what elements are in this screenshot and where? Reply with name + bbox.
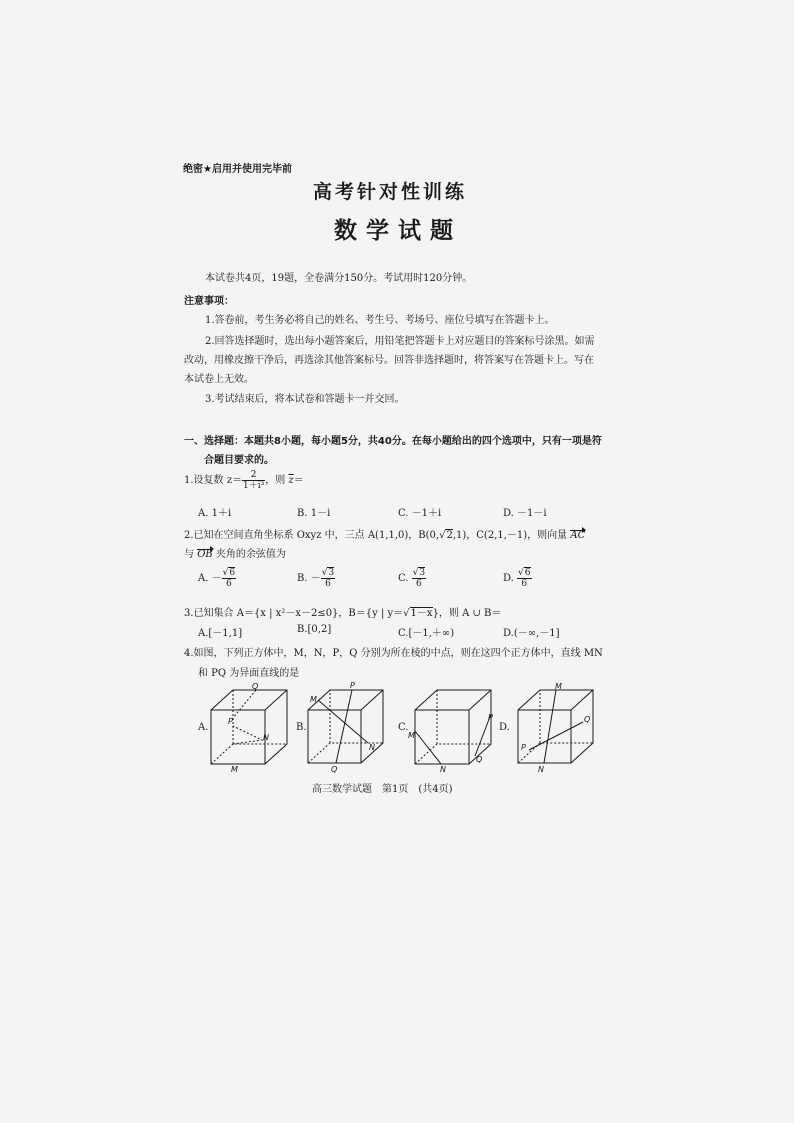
q1-frac-den: 1＋i³ [243,481,265,491]
q2-line1-mid: ,1)，C(2,1,－1)，则向量 [452,530,571,541]
q3-option-a: A.[－1,1] [198,628,243,639]
cube-d-q-label: Q [584,715,591,724]
q2-opt-d-den: 6 [521,579,528,589]
page-footer: 高三数学试题 第1页 (共4页) [312,784,453,795]
cube-a [211,690,287,764]
q1-option-b: B. 1－i [297,508,331,519]
notice-heading: 注意事项： [184,296,234,307]
q2-option-b [297,568,335,589]
section-heading-line2: 合题目要求的。 [204,455,274,466]
cube-d-p-label: P [521,743,526,752]
q3-option-d: D.(－∞,－1] [503,628,560,639]
cube-figures [0,680,794,780]
q2-option-a [198,568,236,589]
q3-option-c: C.[－1,＋∞) [398,628,455,639]
q2-opt-c-den: 6 [416,579,422,589]
q2-sqrt2: 2 [446,530,453,541]
q2-opt-a-num: √6 [222,568,236,578]
q2-opt-b-label: B. － [297,573,321,584]
q2-vector-ob: OB [197,549,213,560]
q2-opt-a-frac [222,568,236,589]
q1-suffix-a: ，则 [265,475,289,486]
cube-c-n-label: N [440,765,446,774]
q2-line1-prefix: 2.已知在空间直角坐标系 Oxyz 中，三点 A(1,1,0)，B(0, [184,530,440,541]
q2-opt-b-frac [321,568,335,589]
q1-frac-num: 2 [242,470,265,481]
cube-d-n-label: N [538,765,544,774]
question-3 [184,604,501,619]
notice-item-3: 3.考试结束后，将本试卷和答题卡一并交回。 [205,394,405,405]
q1-fraction [242,470,265,491]
cube-a-m-label: M [231,765,238,774]
notice-item-1: 1.答卷前，考生务必将自己的姓名、考生号、考场号、座位号填写在答题卡上。 [205,315,555,326]
q2-opt-c-frac [412,568,426,589]
cube-label-a: A. [198,722,209,733]
notice-item-2c: 本试卷上无效。 [184,374,254,385]
question-2-line2 [184,545,286,560]
q2-opt-b-rad: 3 [328,568,335,578]
cube-c-m-label: M [408,731,415,740]
q2-opt-b-den: 6 [325,579,331,589]
q1-suffix-b: ＝ [293,475,304,486]
q2-opt-c-num: √3 [412,568,426,578]
secret-label: 绝密★启用并使用完毕前 [183,164,292,175]
cube-b-q-label: Q [331,765,338,774]
q3-suffix: }，则 A ∪ B＝ [432,608,502,619]
q2-opt-a-rad: 6 [229,568,236,578]
q2-vector-ac: AC [570,530,586,541]
section-heading-line1: 一、选择题：本题共8小题，每小题5分，共40分。在每小题给出的四个选项中，只有一项是符 [184,436,602,447]
cube-b [308,690,383,763]
q2-opt-d-frac [517,568,531,589]
q2-option-d [503,568,532,589]
exam-intro: 本试卷共4页，19题，全卷满分150分。考试用时120分钟。 [205,273,473,284]
q2-opt-a-label: A. － [198,573,222,584]
cube-d [518,690,593,763]
q2-line2-suffix: 夹角的余弦值为 [212,549,286,560]
q3-sqrt-symbol: √ [403,608,410,619]
q2-opt-a-den: 6 [225,579,232,589]
subject-title: 数学试题 [334,218,462,244]
cube-a-p-label: P [228,717,233,726]
q2-sqrt-symbol: √ [439,530,446,541]
q2-line2-prefix: 与 [184,549,198,560]
q3-sqrt-expr: 1－x [410,608,433,619]
q2-opt-c-rad: 3 [419,568,426,578]
notice-item-2a: 2.回答选择题时，选出每小题答案后，用铅笔把答题卡上对应题目的答案标号涂黑。如需 [205,336,595,347]
question-4-line2: 和 PQ 为异面直线的是 [198,668,300,679]
cube-c-p-label: P [488,713,493,722]
q1-prefix: 1.设复数 z＝ [184,475,242,486]
cube-b-p-label: P [350,681,355,690]
cube-d-m-label: M [555,682,562,691]
cube-label-c: C. [398,722,409,733]
cube-b-m-label: M [310,695,317,704]
cube-b-n-label: N [369,743,375,752]
notice-item-2b: 改动，用橡皮擦干净后，再选涂其他答案标号。回答非选择题时，将答案写在答题卡上。写在 [184,355,594,366]
q3-prefix: 3.已知集合 A＝{x | x²－x－2≤0}，B＝{y | y＝ [184,608,404,619]
q1-zbar: $\overline{z}$ [288,475,294,486]
cube-a-q-label: Q [252,682,259,691]
q2-opt-d-label: D. [503,573,518,584]
q2-opt-d-num: √6 [518,568,531,578]
q2-opt-b-num: √3 [321,568,335,578]
cube-c [415,690,491,764]
exam-title: 高考针对性训练 [313,181,468,203]
question-2-line1 [184,526,585,541]
q3-option-b: B.[0,2] [297,624,332,635]
question-4-line1: 4.如图，下列正方体中，M，N，P，Q 分别为所在棱的中点，则在这四个正方体中，直线 MN [184,648,603,659]
question-1 [184,470,304,491]
cube-label-b: B. [296,722,307,733]
q2-option-c [398,568,426,589]
q1-option-c: C. －1＋i [398,508,442,519]
q2-opt-c-label: C. [398,573,412,584]
cube-label-d: D. [499,722,510,733]
q1-option-d: D. －1－i [503,508,547,519]
cube-c-q-label: Q [476,755,483,764]
q2-opt-d-rad: 6 [524,568,531,578]
cube-a-n-label: N [263,733,269,742]
q1-option-a: A. 1＋i [198,508,232,519]
